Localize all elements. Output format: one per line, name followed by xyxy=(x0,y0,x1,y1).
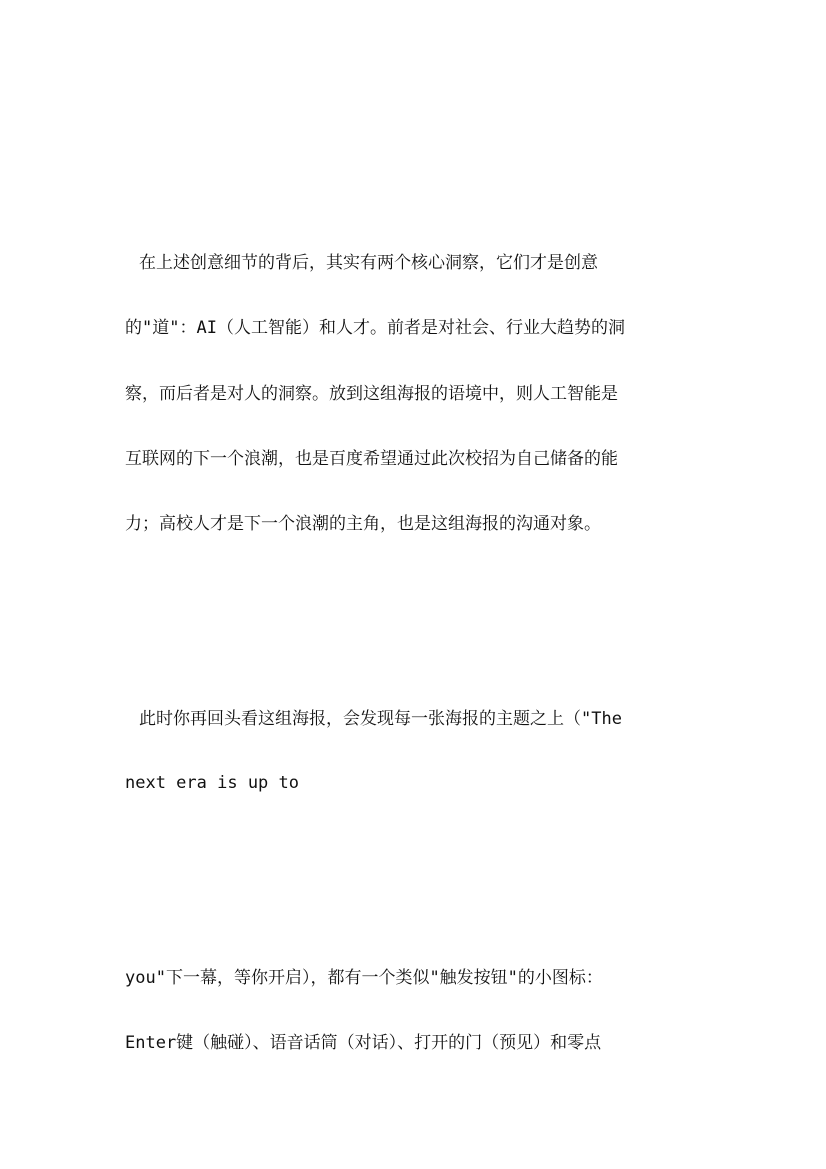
paragraph-2-line-2: next era is up to xyxy=(125,773,299,793)
paragraph-3-line-2: Enter键（触碰）、语音话筒（对话）、打开的门（预见）和零点 xyxy=(125,1033,602,1053)
paragraph-1-line-2: 的"道"：AI（人工智能）和人才。前者是对社会、行业大趋势的洞 xyxy=(125,318,625,338)
paragraph-3-line-1: you"下一幕，等你开启），都有一个类似"触发按钮"的小图标： xyxy=(125,968,603,988)
paragraph-1-line-4: 互联网的下一个浪潮，也是百度希望通过此次校招为自己储备的能 xyxy=(125,449,618,469)
paragraph-1-line-5: 力；高校人才是下一个浪潮的主角，也是这组海报的沟通对象。 xyxy=(125,514,601,534)
paragraph-1-line-3: 察，而后者是对人的洞察。放到这组海报的语境中，则人工智能是 xyxy=(125,384,618,404)
paragraph-2-line-1: 此时你再回头看这组海报，会发现每一张海报的主题之上（"The xyxy=(139,709,622,729)
paragraph-1-line-1: 在上述创意细节的背后，其实有两个核心洞察，它们才是创意 xyxy=(139,253,598,273)
